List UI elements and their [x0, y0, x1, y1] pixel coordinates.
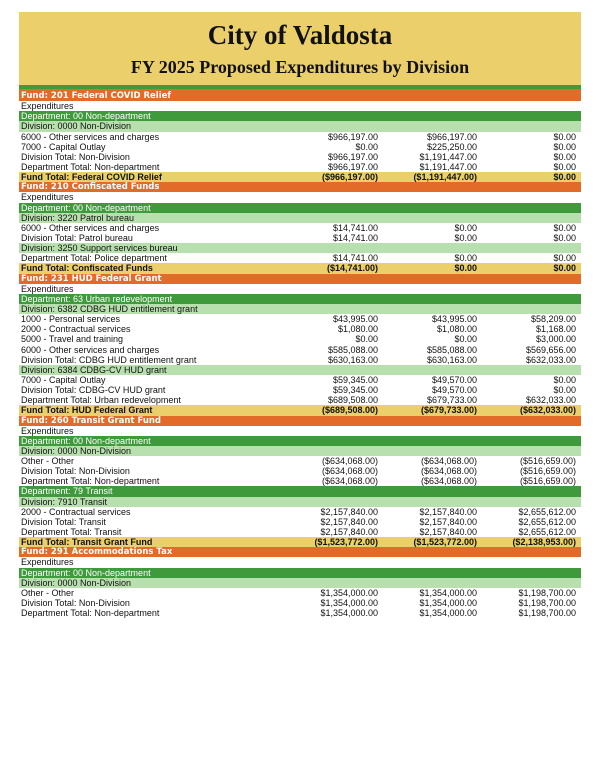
- page-subtitle: FY 2025 Proposed Expenditures by Division: [130, 57, 470, 77]
- row-label: Expenditures: [21, 192, 74, 203]
- row-label: Fund: 291 Accommodations Tax: [21, 547, 173, 558]
- row-label: Department: 63 Urban redevelopment: [21, 293, 173, 304]
- amount-col-2: $2,157,840.00: [419, 527, 477, 538]
- row-label: 2000 - Contractual services: [21, 506, 131, 517]
- row-label: Division Total: Patrol bureau: [21, 232, 133, 243]
- line-item-row: [19, 385, 581, 395]
- amount-col-2: $43,995.00: [431, 314, 477, 325]
- line-item-row: [19, 608, 581, 618]
- row-label: Division Total: Non-Division: [21, 466, 130, 477]
- row-label: Division: 7910 Transit: [21, 496, 108, 507]
- line-item-row: [19, 527, 581, 537]
- row-label: Other - Other: [21, 456, 75, 467]
- line-item-row: [19, 345, 581, 355]
- amount-col-3: $0.00: [553, 232, 576, 243]
- amount-col-1: $2,157,840.00: [320, 506, 378, 517]
- amount-col-1: $1,354,000.00: [320, 608, 378, 619]
- amount-col-3: $2,655,612.00: [518, 506, 576, 517]
- row-label: Department Total: Non-department: [21, 476, 160, 487]
- amount-col-3: ($516,659.00): [519, 476, 576, 487]
- division-header-row: [19, 304, 581, 314]
- row-label: 6000 - Other services and charges: [21, 344, 160, 355]
- amount-col-2: ($679,733.00): [420, 405, 477, 416]
- amount-col-3: $0.00: [553, 172, 576, 183]
- row-label: Fund: 210 Confiscated Funds: [21, 182, 160, 193]
- amount-col-3: ($2,138,953.00): [512, 537, 576, 548]
- row-label: Expenditures: [21, 425, 74, 436]
- division-header-row: [19, 497, 581, 507]
- line-item-row: [19, 375, 581, 385]
- line-item-row: [19, 598, 581, 608]
- row-label: 6000 - Other services and charges: [21, 222, 160, 233]
- amount-col-3: $632,033.00: [525, 395, 576, 406]
- amount-col-3: $0.00: [553, 151, 576, 162]
- amount-col-3: $0.00: [553, 374, 576, 385]
- amount-col-1: $1,354,000.00: [320, 587, 378, 598]
- line-item-row: [19, 517, 581, 527]
- fund-header-row: [19, 182, 581, 192]
- amount-col-2: $0.00: [454, 263, 477, 274]
- line-item-row: [19, 233, 581, 243]
- amount-col-3: ($516,659.00): [519, 456, 576, 467]
- amount-col-1: $966,197.00: [327, 161, 378, 172]
- amount-col-2: ($634,068.00): [420, 466, 477, 477]
- amount-col-3: $0.00: [553, 161, 576, 172]
- amount-col-2: ($634,068.00): [420, 456, 477, 467]
- row-label: Division: 0000 Non-Division: [21, 445, 132, 456]
- amount-col-3: $1,168.00: [535, 324, 576, 335]
- amount-col-1: ($634,068.00): [321, 456, 378, 467]
- amount-col-3: $2,655,612.00: [518, 516, 576, 527]
- line-item-row: [19, 314, 581, 324]
- amount-col-1: $0.00: [355, 334, 378, 345]
- amount-col-3: $58,209.00: [530, 314, 576, 325]
- row-label: Division: 3250 Support services bureau: [21, 243, 178, 254]
- amount-col-2: $0.00: [454, 222, 477, 233]
- row-label: Department: 79 Transit: [21, 486, 113, 497]
- amount-col-1: $1,354,000.00: [320, 598, 378, 609]
- amount-col-1: $0.00: [355, 141, 378, 152]
- amount-col-2: $630,163.00: [426, 354, 477, 365]
- row-label: Division Total: Non-Division: [21, 151, 130, 162]
- row-label: Fund: 260 Transit Grant Fund: [21, 415, 162, 426]
- amount-col-2: $1,191,447.00: [419, 161, 477, 172]
- line-item-row: [19, 466, 581, 476]
- line-item-row: [19, 324, 581, 334]
- row-label: 2000 - Contractual services: [21, 324, 131, 335]
- row-label: Division: 0000 Non-Division: [21, 577, 132, 588]
- amount-col-2: ($1,191,447.00): [413, 172, 477, 183]
- amount-col-2: $49,570.00: [431, 374, 477, 385]
- amount-col-2: $0.00: [454, 334, 477, 345]
- row-label: Fund Total: Federal COVID Relief: [21, 172, 162, 183]
- line-item-row: [19, 334, 581, 344]
- amount-col-3: $0.00: [553, 385, 576, 396]
- fund-total-row: [19, 172, 581, 182]
- division-header-row: [19, 243, 581, 253]
- amount-col-3: $0.00: [553, 263, 576, 274]
- line-item-row: [19, 476, 581, 486]
- row-label: Division: 6382 CDBG HUD entitlement grant: [21, 303, 198, 314]
- amount-col-1: $585,088.00: [327, 344, 378, 355]
- amount-col-1: ($14,741.00): [326, 263, 378, 274]
- amount-col-3: ($516,659.00): [519, 466, 576, 477]
- row-label: Department: 00 Non-department: [21, 202, 151, 213]
- amount-col-2: $0.00: [454, 232, 477, 243]
- row-label: Department Total: Transit: [21, 527, 122, 538]
- amount-col-3: $632,033.00: [525, 354, 576, 365]
- department-header-row: [19, 294, 581, 304]
- row-label: Department Total: Non-department: [21, 608, 160, 619]
- amount-col-1: ($634,068.00): [321, 476, 378, 487]
- amount-col-3: $0.00: [553, 131, 576, 142]
- amount-col-3: ($632,033.00): [519, 405, 576, 416]
- row-label: Division Total: Non-Division: [21, 598, 130, 609]
- amount-col-3: $0.00: [553, 222, 576, 233]
- row-label: Fund Total: Transit Grant Fund: [21, 537, 153, 548]
- expenditure-table: [19, 91, 581, 618]
- amount-col-1: $966,197.00: [327, 131, 378, 142]
- amount-col-1: $14,741.00: [332, 253, 378, 264]
- line-item-row: [19, 588, 581, 598]
- amount-col-2: $2,157,840.00: [419, 516, 477, 527]
- amount-col-3: $3,000.00: [535, 334, 576, 345]
- row-label: 5000 - Travel and training: [21, 334, 124, 345]
- row-label: Department: 00 Non-department: [21, 435, 151, 446]
- row-label: Department Total: Police department: [21, 253, 167, 264]
- amount-col-1: $689,508.00: [327, 395, 378, 406]
- row-label: 6000 - Other services and charges: [21, 131, 160, 142]
- amount-col-2: ($634,068.00): [420, 476, 477, 487]
- amount-col-1: $2,157,840.00: [320, 527, 378, 538]
- amount-col-1: ($1,523,772.00): [314, 537, 378, 548]
- amount-col-2: $679,733.00: [426, 395, 477, 406]
- row-label: Department: 00 Non-department: [21, 111, 151, 122]
- line-item-row: [19, 253, 581, 263]
- department-header-row: [19, 436, 581, 446]
- amount-col-1: $1,080.00: [337, 324, 378, 335]
- row-label: 1000 - Personal services: [21, 314, 121, 325]
- division-header-row: [19, 578, 581, 588]
- department-header-row: [19, 111, 581, 121]
- division-header-row: [19, 213, 581, 223]
- amount-col-1: $14,741.00: [332, 232, 378, 243]
- row-label: Division Total: Transit: [21, 516, 106, 527]
- amount-col-3: $1,198,700.00: [518, 598, 576, 609]
- row-label: Fund: 201 Federal COVID Relief: [21, 91, 172, 101]
- division-header-row: [19, 365, 581, 375]
- line-item-row: [19, 456, 581, 466]
- department-header-row: [19, 486, 581, 496]
- amount-col-2: $1,354,000.00: [419, 598, 477, 609]
- section-label-row: [19, 192, 581, 202]
- department-header-row: [19, 203, 581, 213]
- row-label: 7000 - Capital Outlay: [21, 374, 106, 385]
- amount-col-3: $1,198,700.00: [518, 608, 576, 619]
- division-header-row: [19, 121, 581, 131]
- line-item-row: [19, 132, 581, 142]
- amount-col-2: $1,191,447.00: [419, 151, 477, 162]
- fund-total-row: [19, 537, 581, 547]
- row-label: Division: 3220 Patrol bureau: [21, 212, 135, 223]
- row-label: Expenditures: [21, 557, 74, 568]
- amount-col-2: $966,197.00: [426, 131, 477, 142]
- amount-col-1: $14,741.00: [332, 222, 378, 233]
- row-label: Other - Other: [21, 587, 75, 598]
- line-item-row: [19, 223, 581, 233]
- line-item-row: [19, 152, 581, 162]
- line-item-row: [19, 162, 581, 172]
- amount-col-3: $0.00: [553, 253, 576, 264]
- amount-col-3: $0.00: [553, 141, 576, 152]
- amount-col-1: ($634,068.00): [321, 466, 378, 477]
- division-header-row: [19, 446, 581, 456]
- amount-col-3: $569,656.00: [525, 344, 576, 355]
- amount-col-2: $49,570.00: [431, 385, 477, 396]
- fund-total-row: [19, 405, 581, 415]
- fund-total-row: [19, 263, 581, 273]
- row-label: Department: 00 Non-department: [21, 567, 151, 578]
- amount-col-2: $585,088.00: [426, 344, 477, 355]
- amount-col-2: $225,250.00: [426, 141, 477, 152]
- fund-header-row: [19, 91, 581, 101]
- amount-col-2: $2,157,840.00: [419, 506, 477, 517]
- amount-col-1: $59,345.00: [332, 385, 378, 396]
- amount-col-1: ($689,508.00): [321, 405, 378, 416]
- row-label: Expenditures: [21, 283, 74, 294]
- fund-header-row: [19, 547, 581, 557]
- amount-col-2: $1,354,000.00: [419, 608, 477, 619]
- amount-col-3: $1,198,700.00: [518, 587, 576, 598]
- row-label: Department Total: Non-department: [21, 161, 160, 172]
- amount-col-2: $1,080.00: [436, 324, 477, 335]
- amount-col-1: $43,995.00: [332, 314, 378, 325]
- amount-col-2: ($1,523,772.00): [413, 537, 477, 548]
- amount-col-1: ($966,197.00): [321, 172, 378, 183]
- line-item-row: [19, 142, 581, 152]
- row-label: Fund: 231 HUD Federal Grant: [21, 273, 162, 284]
- amount-col-3: $2,655,612.00: [518, 527, 576, 538]
- amount-col-1: $59,345.00: [332, 374, 378, 385]
- amount-col-1: $2,157,840.00: [320, 516, 378, 527]
- section-label-row: [19, 284, 581, 294]
- row-label: 7000 - Capital Outlay: [21, 141, 106, 152]
- amount-col-2: $0.00: [454, 253, 477, 264]
- section-label-row: [19, 101, 581, 111]
- row-label: Division Total: CDBG HUD entitlement grant: [21, 354, 197, 365]
- page-title: City of Valdosta: [207, 20, 393, 50]
- row-label: Fund Total: HUD Federal Grant: [21, 405, 153, 416]
- line-item-row: [19, 355, 581, 365]
- row-label: Division: 0000 Non-Division: [21, 121, 132, 132]
- fund-header-row: [19, 416, 581, 426]
- row-label: Department Total: Urban redevelopment: [21, 395, 181, 406]
- row-label: Fund Total: Confiscated Funds: [21, 263, 153, 274]
- amount-col-2: $1,354,000.00: [419, 587, 477, 598]
- line-item-row: [19, 507, 581, 517]
- amount-col-1: $966,197.00: [327, 151, 378, 162]
- department-header-row: [19, 568, 581, 578]
- amount-col-1: $630,163.00: [327, 354, 378, 365]
- row-label: Expenditures: [21, 101, 74, 112]
- line-item-row: [19, 395, 581, 405]
- section-label-row: [19, 426, 581, 436]
- section-label-row: [19, 557, 581, 567]
- row-label: Division Total: CDBG-CV HUD grant: [21, 385, 166, 396]
- fund-header-row: [19, 274, 581, 284]
- row-label: Division: 6384 CDBG-CV HUD grant: [21, 364, 167, 375]
- report-header: [19, 12, 581, 85]
